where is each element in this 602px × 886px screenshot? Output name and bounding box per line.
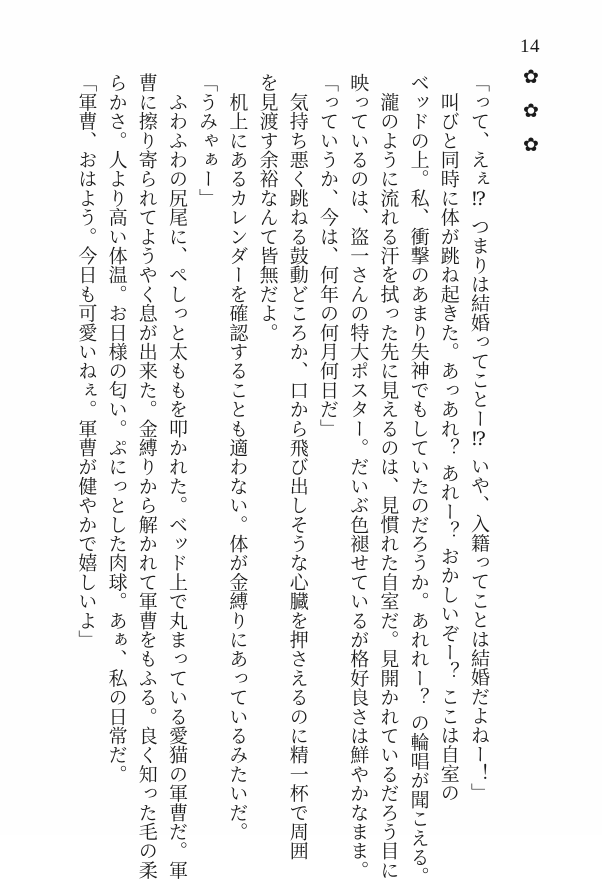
text-line: 映っているのは、盗一さんの特大ポスター。だいぶ色褪せているが格好良さは鮮やかなまま。 [347,73,370,880]
flower-ornament-icon: ✿ [523,134,539,156]
text-line: 瀧のように流れる汗を拭った先に見えるのは、見慣れた自室だ。見開かれているだろう目に [377,73,400,880]
text-line: ふわふわの尻尾に、ぺしっと太ももを叩かれた。ベッド上で丸まっている愛猫の軍曹だ。軍 [165,73,188,880]
text-line: 曹に擦り寄られてようやく息が出来た。金縛りから解かれて軍曹をもふる。良く知った毛の柔 [135,73,158,880]
text-line: 叫びと同時に体が跳ね起きた。あっあれ？ あれー？ おかしいぞー？ ここは自室の [437,73,460,803]
text-line: 「っていうか、今は、何年の何月何日だ」 [316,73,339,438]
page-number: 14 [520,36,540,57]
text-line: らかさ。人より高い体温。お日様の匂い。ぷにっとした肉球。あぁ、私の日常だ。 [105,73,128,784]
text-line: を見渡す余裕なんて皆無だよ。 [256,73,279,342]
text-line: 「って、えぇ⁉ つまりは結婚ってことー⁉ いや、入籍ってことは結婚だよねー！」 [468,73,490,802]
flower-ornament-icon: ✿ [523,100,539,122]
scene-break-ornaments [516,62,546,164]
text-line: 「うみゃぁー」 [196,73,219,208]
text-line: 机上にあるカレンダーを確認することも適わない。体が金縛りにあっているみたいだ。 [226,73,249,841]
text-line: 「軍曹、おはよう。今日も可愛いねぇ。軍曹が健やかで嬉しいよ」 [75,73,98,649]
flower-ornament-icon: ✿ [523,66,539,88]
vertical-body-text [71,73,494,886]
text-line: 気持ち悪く跳ねる鼓動どころか、口から飛び出しそうな心臓を押さえるのに精一杯で周囲 [286,73,309,861]
text-line: ベッドの上。私、衝撃のあまり失神でもしていたのだろうか。あれれー？ の輪唱が聞こえる。 [407,73,430,886]
